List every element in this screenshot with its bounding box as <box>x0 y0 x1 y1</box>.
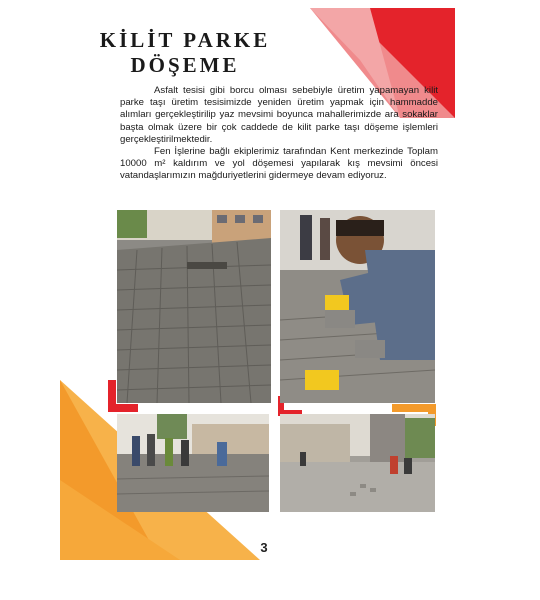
photo-street-workers <box>280 414 435 512</box>
photo-paved-street <box>117 210 271 403</box>
title-line-1: KİLİT PARKE <box>99 28 271 52</box>
paragraph-1: Asfalt tesisi gibi borcu olması sebebiyle üretim yapamayan kilit parke taşı üretim tesisimizde yeniden üretim yapmak için hammadde alımları gerçekleştirilip yaz mevsimi boyunca mahallerimizde ara sokaklar başta olmak üzere bir çok caddede de kilit parke taşı döşeme işlemleri gerçekleştirilmektedir. <box>120 85 438 145</box>
page-number: 3 <box>260 540 268 555</box>
photo-worker-closeup <box>280 210 435 403</box>
article-body <box>120 85 438 183</box>
photo-team-working <box>117 414 269 512</box>
paragraph-2: Fen İşlerine bağlı ekiplerimiz tarafından Kent merkezinde Toplam 10000 m² kaldırım ve yol döşemesi yapılarak kış mevsimi öncesi vatandaşlarımızın mağduriyetlerini gidermeye devam ediyoruz. <box>120 146 438 182</box>
title-line-2: DÖŞEME <box>130 53 240 77</box>
